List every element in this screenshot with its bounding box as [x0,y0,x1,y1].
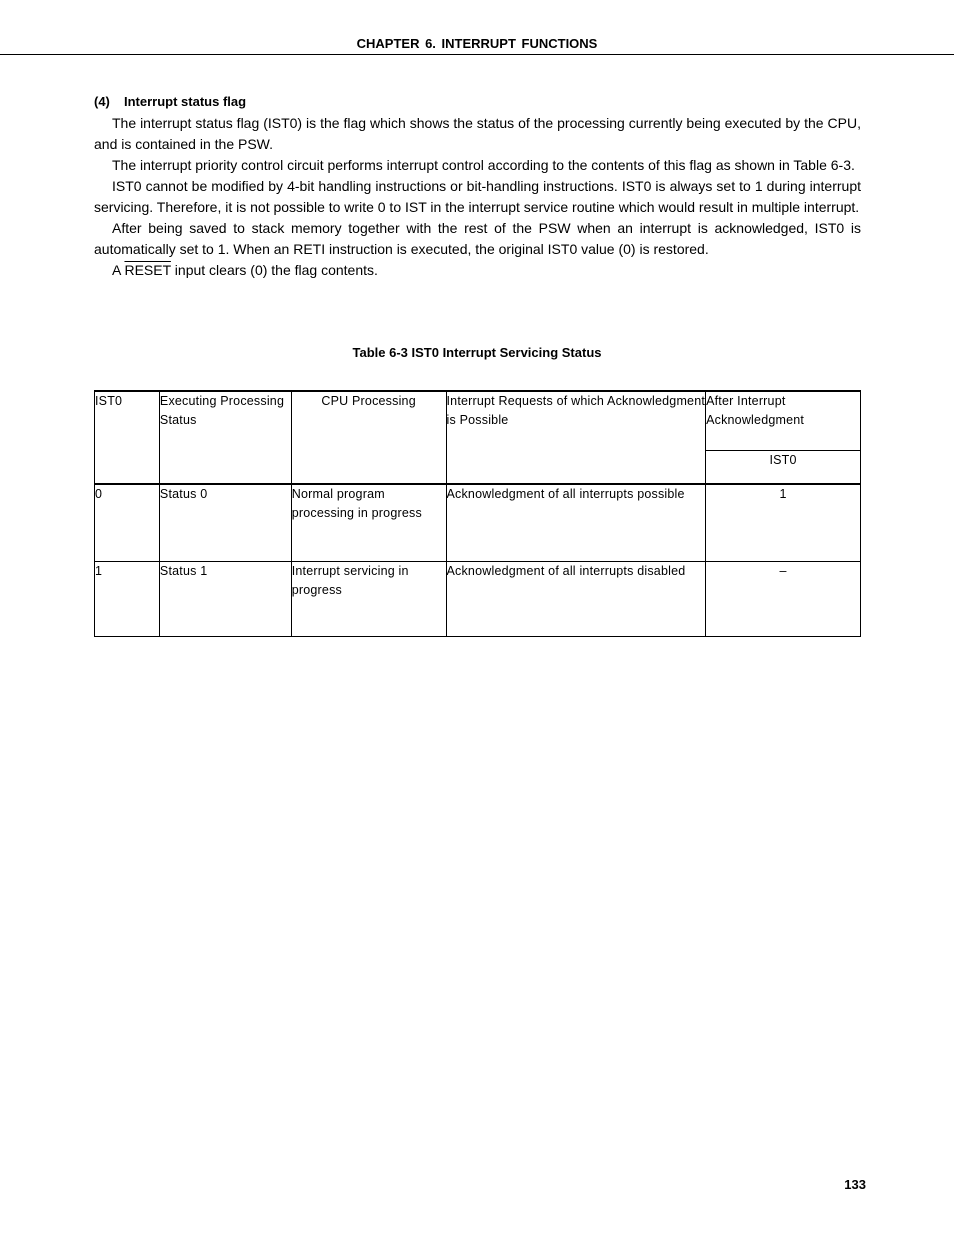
cell-after-ist0: 1 [706,484,861,562]
cell-status: Status 1 [159,562,291,637]
section-title: Interrupt status flag [124,94,247,109]
cell-status: Status 0 [159,484,291,562]
cell-cpu-processing: Normal program processing in progress [291,484,446,562]
ist0-status-table [94,390,861,637]
chapter-header: CHAPTER 6. INTERRUPT FUNCTIONS [356,36,598,51]
header-interrupt-requests: Interrupt Requests of which Acknowledgment is Possible [446,391,706,484]
paragraph-5 [94,260,861,281]
header-executing-status: Executing Processing Status [159,391,291,484]
header-ist0: IST0 [95,391,160,484]
cell-after-ist0: – [706,562,861,637]
reset-signal: RESET [124,262,171,278]
cell-interrupt-requests: Acknowledgment of all interrupts disabled [446,562,706,637]
paragraph-4: After being saved to stack memory together with the rest of the PSW when an interrupt is acknowledged, IST0 is automatically set to 1. When an RETI instruction is executed, the original IST0 value (0) is restored. [94,220,861,257]
header-cpu-processing: CPU Processing [291,391,446,484]
header-after-ist0: IST0 [706,451,861,485]
body-text [94,113,861,281]
cell-interrupt-requests: Acknowledgment of all interrupts possible [446,484,706,562]
paragraph-5-suffix: input clears (0) the flag contents. [174,262,378,278]
cell-ist0: 1 [95,562,160,637]
table-row [95,562,861,637]
paragraph-2: The interrupt priority control circuit performs interrupt control according to the contents of this flag as shown in Table 6-3. [112,157,855,173]
paragraph-3: IST0 cannot be modified by 4-bit handling instructions or bit-handling instructions. IST0 is always set to 1 during interrupt servicing. Therefore, it is not possible to write 0 to IST in the interrupt service routine which would result in multiple interrupt. [94,178,861,215]
table-row [95,484,861,562]
header-after-acknowledgment: After Interrupt Acknowledgment [706,391,861,451]
cell-cpu-processing: Interrupt servicing in progress [291,562,446,637]
paragraph-5-prefix: A [112,262,121,278]
table-header-row [95,391,861,451]
table-caption: Table 6-3 IST0 Interrupt Servicing Status [352,345,602,360]
cell-ist0: 0 [95,484,160,562]
section-heading [94,94,246,109]
paragraph-1: The interrupt status flag (IST0) is the flag which shows the status of the processing currently being executed by the CPU, and is contained in the PSW. [94,115,861,152]
page-number: 133 [844,1177,866,1192]
header-divider [0,54,954,55]
section-number: (4) [94,94,110,109]
